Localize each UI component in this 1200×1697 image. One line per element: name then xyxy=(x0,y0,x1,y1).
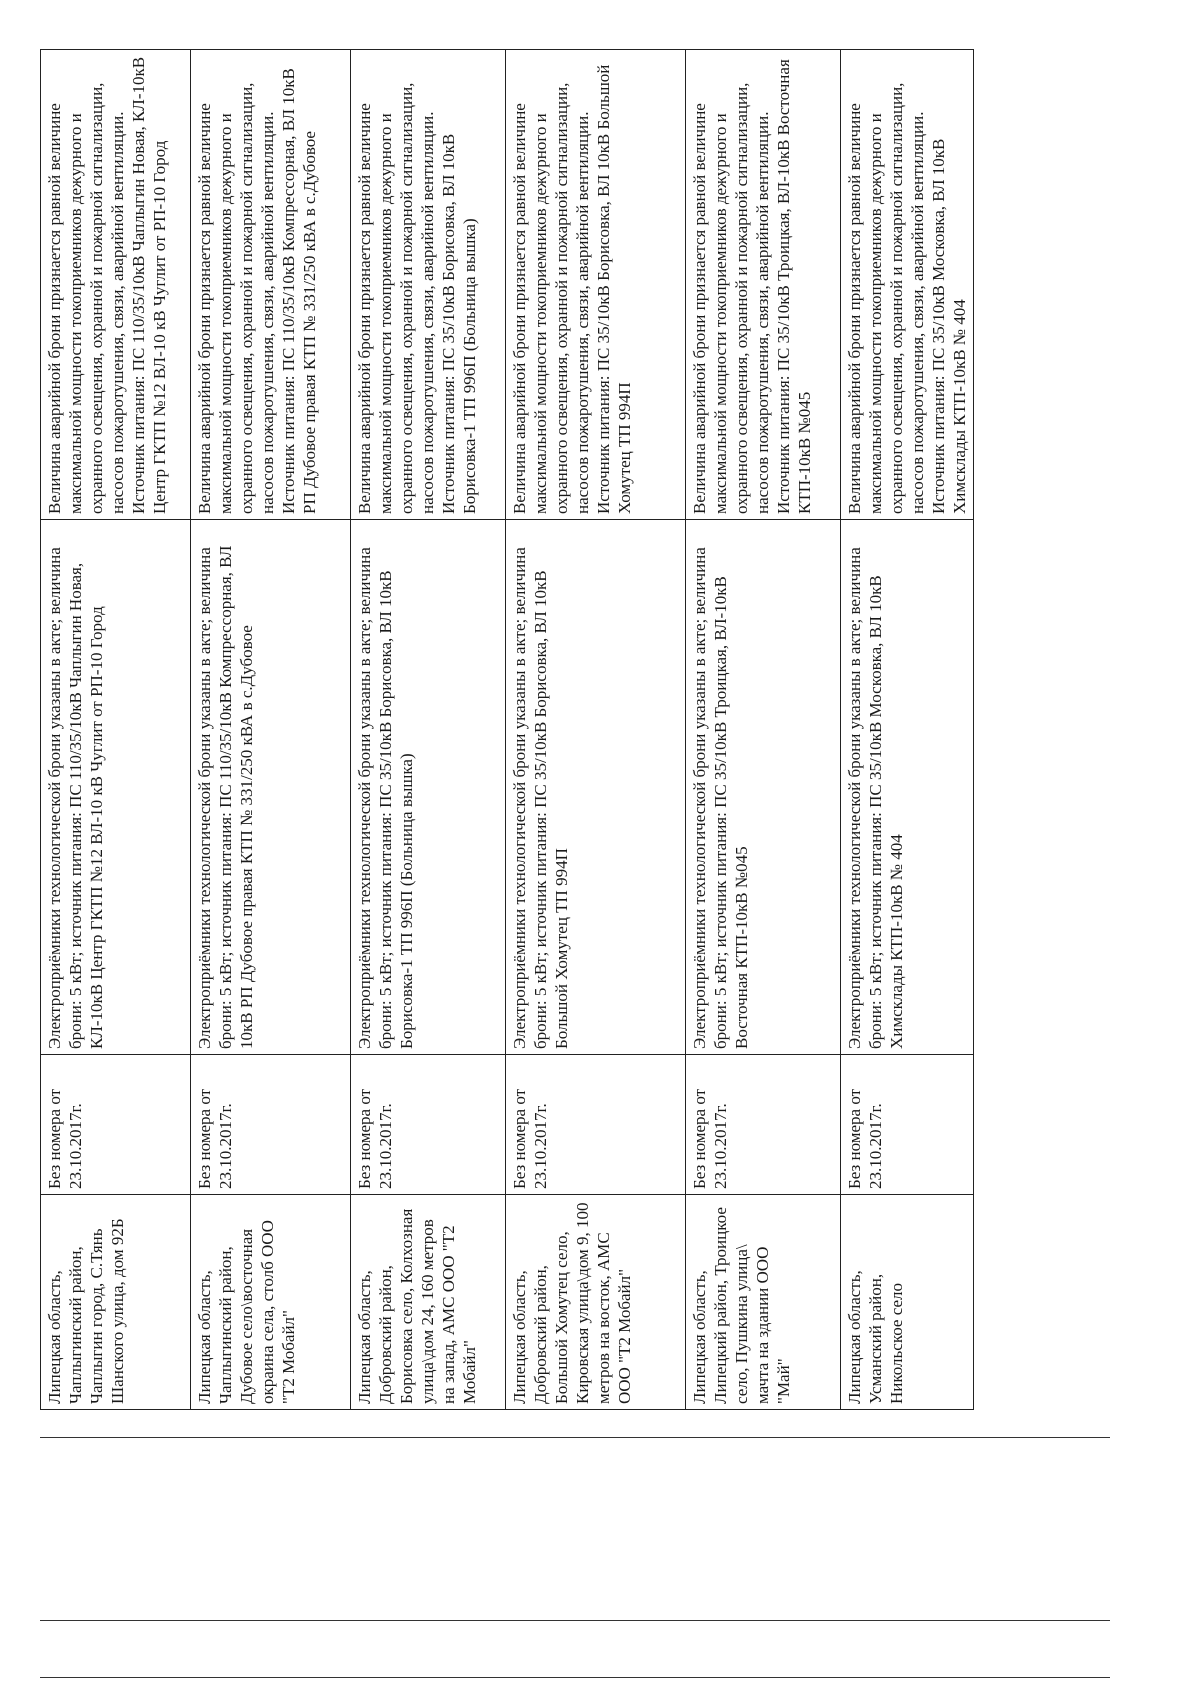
rule-line xyxy=(40,1620,1110,1621)
address-cell: Липецкая область, Добровский район, Борисовка село, Колхозная улица\дом 24, 160 метров на запад, АМС ООО "Т2 Мобайл" xyxy=(351,1195,506,1410)
act-cell: Без номера от 23.10.2017г. xyxy=(351,1055,506,1195)
rule-line xyxy=(40,1677,1110,1678)
reserve-table xyxy=(40,49,974,1410)
emergency-reserve-cell: Величина аварийной брони признается равной величине максимальной мощности токоприемников дежурного и охранного освещения, охранной и пожарной сигнализации, насосов пожаротушения, связи, аварийной вентиляции. Источник питания: ПС 110/35/10кВ Компрессорная, ВЛ 10кВ РП Дубовое правая КТП № 331/250 кВА в с.Дубовое xyxy=(191,50,351,520)
address-cell: Липецкая область, Чаплыгинский район, Дубовое село\восточная окраина села, столб ООО "Т2 Мобайл" xyxy=(191,1195,351,1410)
act-cell: Без номера от 23.10.2017г. xyxy=(686,1055,841,1195)
table-row xyxy=(841,50,974,1410)
address-cell: Липецкая область, Чаплыгинский район, Чаплыгин город, С.Тянь Шанского улица, дом 92Б xyxy=(41,1195,191,1410)
rule-line xyxy=(40,1437,1110,1438)
emergency-reserve-cell: Величина аварийной брони признается равной величине максимальной мощности токоприемников дежурного и охранного освещения, охранной и пожарной сигнализации, насосов пожаротушения, связи, аварийной вентиляции. Источник питания: ПС 35/10кВ Борисовка, ВЛ 10кВ Большой Хомутец ТП 994П xyxy=(506,50,686,520)
act-cell: Без номера от 23.10.2017г. xyxy=(506,1055,686,1195)
tech-reserve-cell: Электроприёмники технологической брони указаны в акте; величина брони: 5 кВт; источник питания: ПС 35/10кВ Борисовка, ВЛ 10кВ Борисовка-1 ТП 996П (Больница вышка) xyxy=(351,520,506,1055)
rotated-table-sheet xyxy=(40,50,969,1410)
tech-reserve-cell: Электроприёмники технологической брони указаны в акте; величина брони: 5 кВт; источник питания: ПС 35/10кВ Борисовка, ВЛ 10кВ Большой Хомутец ТП 994П xyxy=(506,520,686,1055)
emergency-reserve-cell: Величина аварийной брони признается равной величине максимальной мощности токоприемников дежурного и охранного освещения, охранной и пожарной сигнализации, насосов пожаротушения, связи, аварийной вентиляции. Источник питания: ПС 110/35/10кВ Чаплыгин Новая, КЛ-10кВ Центр ГКТП №12 ВЛ-10 кВ Чуглит от РП-10 Город xyxy=(41,50,191,520)
tech-reserve-cell: Электроприёмники технологической брони указаны в акте; величина брони: 5 кВт; источник питания: ПС 110/35/10кВ Чаплыгин Новая, КЛ-10кВ Центр ГКТП №12 ВЛ-10 кВ Чуглит от РП-10 Город xyxy=(41,520,191,1055)
table-row xyxy=(351,50,506,1410)
address-cell: Липецкая область, Усманский район, Никольское село xyxy=(841,1195,974,1410)
tech-reserve-cell: Электроприёмники технологической брони указаны в акте; величина брони: 5 кВт; источник питания: ПС 110/35/10кВ Компрессорная, ВЛ 10кВ РП Дубовое правая КТП № 331/250 кВА в с.Дубовое xyxy=(191,520,351,1055)
table-row xyxy=(506,50,686,1410)
address-cell: Липецкая область, Липецкий район, Троицкое село, Пушкина улица\ мачта на здании ООО "Май" xyxy=(686,1195,841,1410)
table-row xyxy=(686,50,841,1410)
tech-reserve-cell: Электроприёмники технологической брони указаны в акте; величина брони: 5 кВт; источник питания: ПС 35/10кВ Московка, ВЛ 10кВ Химсклады КТП-10кВ № 404 xyxy=(841,520,974,1055)
address-cell: Липецкая область, Добровский район, Большой Хомутец село, Кировская улица\дом 9, 100 метров на восток, АМС ООО "Т2 Мобайл" xyxy=(506,1195,686,1410)
act-cell: Без номера от 23.10.2017г. xyxy=(191,1055,351,1195)
table-row xyxy=(41,50,191,1410)
emergency-reserve-cell: Величина аварийной брони признается равной величине максимальной мощности токоприемников дежурного и охранного освещения, охранной и пожарной сигнализации, насосов пожаротушения, связи, аварийной вентиляции. Источник питания: ПС 35/10кВ Московка, ВЛ 10кВ Химсклады КТП-10кВ № 404 xyxy=(841,50,974,520)
act-cell: Без номера от 23.10.2017г. xyxy=(841,1055,974,1195)
act-cell: Без номера от 23.10.2017г. xyxy=(41,1055,191,1195)
tech-reserve-cell: Электроприёмники технологической брони указаны в акте; величина брони: 5 кВт; источник питания: ПС 35/10кВ Троицкая, ВЛ-10кВ Восточная КТП-10кВ №045 xyxy=(686,520,841,1055)
table-row xyxy=(191,50,351,1410)
emergency-reserve-cell: Величина аварийной брони признается равной величине максимальной мощности токоприемников дежурного и охранного освещения, охранной и пожарной сигнализации, насосов пожаротушения, связи, аварийной вентиляции. Источник питания: ПС 35/10кВ Борисовка, ВЛ 10кВ Борисовка-1 ТП 996П (Больница вышка) xyxy=(351,50,506,520)
emergency-reserve-cell: Величина аварийной брони признается равной величине максимальной мощности токоприемников дежурного и охранного освещения, охранной и пожарной сигнализации, насосов пожаротушения, связи, аварийной вентиляции. Источник питания: ПС 35/10кВ Троицкая, ВЛ-10кВ Восточная КТП-10кВ №045 xyxy=(686,50,841,520)
